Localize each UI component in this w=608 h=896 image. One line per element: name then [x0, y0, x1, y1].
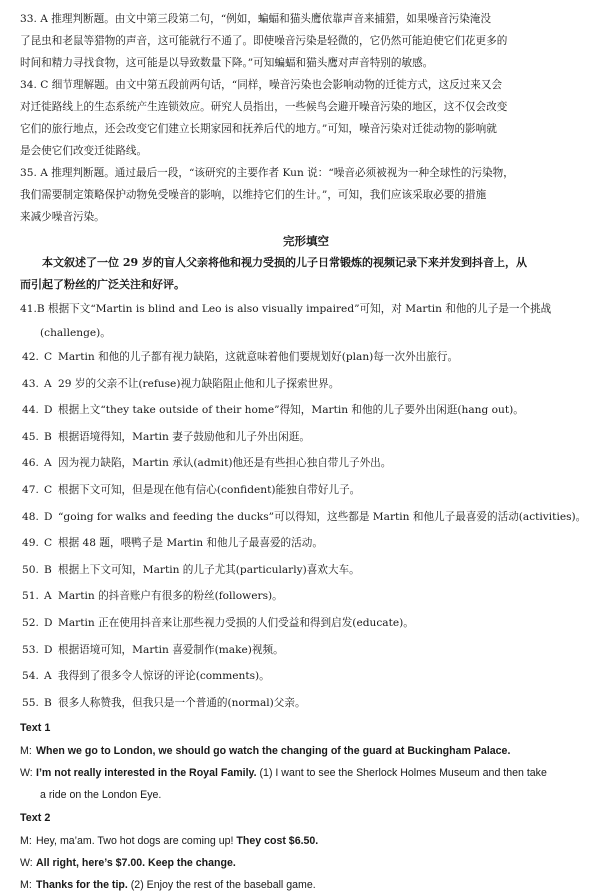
cloze-intro-line-1: 本文叙述了一位 29 岁的盲人父亲将他和视力受损的儿子日常锻炼的视频记录下来并发到抖音上，从	[42, 256, 527, 269]
answer-choice: B	[44, 696, 52, 709]
listening-text-2	[20, 806, 592, 896]
answer-choice: D	[44, 616, 53, 629]
section-title-cloze: 完形填空	[283, 234, 329, 248]
cloze-answer-item	[22, 424, 592, 451]
answer-choice: C	[44, 537, 53, 550]
answer-explanation: Martin 的抖音账户有很多的粉丝(followers)。	[58, 590, 283, 603]
answer-explanation: 根据上文“they take outside of their home”得知，Martin 和他的儿子要外出闲逛(hang out)。	[58, 404, 524, 417]
dialogue-text-continued: a ride on the London Eye.	[40, 789, 162, 802]
answer-35	[20, 162, 592, 228]
answer-number: 47.	[22, 483, 39, 496]
answer-choice: D	[44, 404, 53, 417]
cloze-intro-line-2: 而引起了粉丝的广泛关注和好评。	[20, 278, 185, 291]
answer-choice: D	[44, 510, 53, 523]
dialogue-bold: Thanks for the tip.	[36, 879, 128, 892]
cloze-answer-item	[22, 637, 592, 664]
answer-number: 53.	[22, 643, 39, 656]
answer-34-line-4: 是会使它们改变迁徙路线。	[20, 145, 148, 157]
text-2-line-3	[20, 874, 592, 896]
answer-choice: A	[44, 670, 52, 683]
answer-number: 51.	[22, 590, 39, 603]
answer-number: 55.	[22, 696, 39, 709]
text-1-line-w	[20, 762, 592, 806]
answer-number: 49.	[22, 537, 39, 550]
cloze-answer-item	[22, 610, 592, 637]
listening-text-1	[20, 716, 592, 806]
cloze-answer-item	[22, 663, 592, 690]
cloze-answer-item	[22, 530, 592, 557]
answer-explanation: Martin 正在使用抖音来让那些视力受损的人们受益和得到启发(educate)。	[58, 616, 414, 629]
cloze-answer-item	[22, 504, 592, 531]
answer-33-line-2: 了昆虫和老鼠等猎物的声音，这可能就行不通了。即使噪音污染是轻微的，它仍然可能迫使它们花更多的	[20, 35, 508, 47]
answer-explanation: 我得到了很多令人惊讶的评论(comments)。	[58, 670, 270, 683]
answer-number: 48.	[22, 510, 39, 523]
dialogue-text: (1) I want to see the Sherlock Holmes Museum and then take	[256, 767, 547, 780]
text-1-heading: Text 1	[20, 722, 51, 735]
answer-choice: A	[44, 590, 52, 603]
answer-number: 52.	[22, 616, 39, 629]
answer-explanation: 因为视力缺陷，Martin 承认(admit)他还是有些担心独自带儿子外出。	[58, 457, 392, 470]
text-1-line-m	[20, 740, 592, 762]
cloze-answer-item	[22, 450, 592, 477]
text-2-heading: Text 2	[20, 812, 51, 825]
answer-33-line-3: 时间和精力寻找食物，这可能是以导致数量下降。”可知蝙蝠和猫头鹰对声音特别的敏感。	[20, 57, 434, 69]
text-2-line-2	[20, 852, 592, 874]
answer-choice: A	[44, 377, 52, 390]
answer-explanation: 根据上下文可知，Martin 的儿子尤其(particularly)喜欢大车。	[58, 563, 360, 576]
speaker-label: M:	[20, 835, 32, 848]
answer-35-line-1: 35. A 推理判断题。通过最后一段，“该研究的主要作者 Kun 说：“噪音必须被视为一种全球性的污染物，	[20, 167, 514, 179]
cloze-answer-item	[22, 344, 592, 371]
answer-35-line-2: 我们需要制定策略保护动物免受噪音的影响，以维持它们的生计。”，可知，我们应该采取必要的措施	[20, 189, 487, 201]
answer-35-line-3: 来减少噪音污染。	[20, 211, 105, 223]
answer-33-line-1: 33. A 推理判断题。由文中第三段第二句，“例如，蝙蝠和猫头鹰依靠声音来捕猎，如果噪音污染淹没	[20, 13, 491, 25]
answer-choice: B	[44, 563, 52, 576]
answer-41-line-2: (challenge)。	[40, 327, 111, 339]
answer-34-line-3: 它们的旅行地点，还会改变它们建立长期家园和抚养后代的地方。”可知，噪音污染对迁徙动物的影响就	[20, 123, 497, 135]
dialogue-bold: All right, here’s $7.00. Keep the change.	[36, 857, 236, 870]
answer-explanation: 根据语境得知，Martin 妻子鼓励他和儿子外出闲逛。	[58, 430, 310, 443]
answer-explanation: 根据语境可知，Martin 喜爱制作(make)视频。	[58, 643, 284, 656]
cloze-answer-list	[20, 344, 592, 716]
dialogue-bold: They cost $6.50.	[236, 835, 319, 848]
answer-number: 44.	[22, 404, 39, 417]
answer-choice: C	[44, 483, 53, 496]
answer-explanation: 根据下文可知，但是现在他有信心(confident)能独自带好儿子。	[58, 483, 361, 496]
answer-34	[20, 74, 592, 162]
cloze-answer-item	[22, 371, 592, 398]
cloze-answer-item	[22, 583, 592, 610]
dialogue-text: Hey, ma’am. Two hot dogs are coming up!	[36, 835, 237, 848]
answer-33	[20, 8, 592, 74]
answer-explanation: 很多人称赞我，但我只是一个普通的(normal)父亲。	[58, 696, 306, 709]
answer-number: 42.	[22, 351, 39, 363]
answer-explanation: 29 岁的父亲不让(refuse)视力缺陷阻止他和儿子探索世界。	[58, 377, 340, 390]
answer-explanation: “going for walks and feeding the ducks”可以得知，这些都是 Martin 和他儿子最喜爱的活动(activities)。	[58, 510, 587, 523]
answer-choice: A	[44, 457, 52, 470]
speaker-label: W:	[20, 767, 33, 780]
answer-34-line-2: 对迁徙路线上的生态系统产生连锁效应。研究人员指出，一些候鸟会避开噪音污染的地区，这不仅会改变	[20, 101, 508, 113]
speaker-label: M:	[20, 879, 32, 892]
cloze-answer-item	[22, 477, 592, 504]
answer-choice: B	[44, 430, 52, 443]
answer-explanation: Martin 和他的儿子都有视力缺陷，这就意味着他们要规划好(plan)每一次外出旅行。	[58, 351, 459, 363]
text-2-line-1	[20, 830, 592, 852]
speaker-label: M:	[20, 745, 32, 758]
answer-number: 50.	[22, 563, 39, 576]
answer-number: 45.	[22, 430, 39, 443]
speaker-label: W:	[20, 857, 33, 870]
answer-41-line-1: 41.B 根据下文“Martin is blind and Leo is also visually impaired”可知，对 Martin 和他的儿子是一个挑战	[20, 303, 552, 315]
cloze-answer-item	[22, 690, 592, 717]
answer-number: 43.	[22, 377, 39, 390]
answer-explanation: 根据 48 题，喂鸭子是 Martin 和他儿子最喜爱的活动。	[58, 537, 323, 550]
cloze-answer-item	[22, 557, 592, 584]
dialogue-bold: When we go to London, we should go watch the changing of the guard at Buckingham Palace.	[36, 745, 511, 758]
answer-number: 54.	[22, 670, 39, 683]
answer-number: 46.	[22, 457, 39, 470]
dialogue-bold: I’m not really interested in the Royal Family.	[36, 767, 257, 780]
cloze-answer-item	[22, 397, 592, 424]
answer-34-line-1: 34. C 细节理解题。由文中第五段前两句话，“同样，噪音污染也会影响动物的迁徙方式，这反过来又会	[20, 79, 503, 91]
answer-choice: D	[44, 643, 53, 656]
dialogue-text: (2) Enjoy the rest of the baseball game.	[127, 879, 316, 892]
answer-choice: C	[44, 351, 53, 363]
